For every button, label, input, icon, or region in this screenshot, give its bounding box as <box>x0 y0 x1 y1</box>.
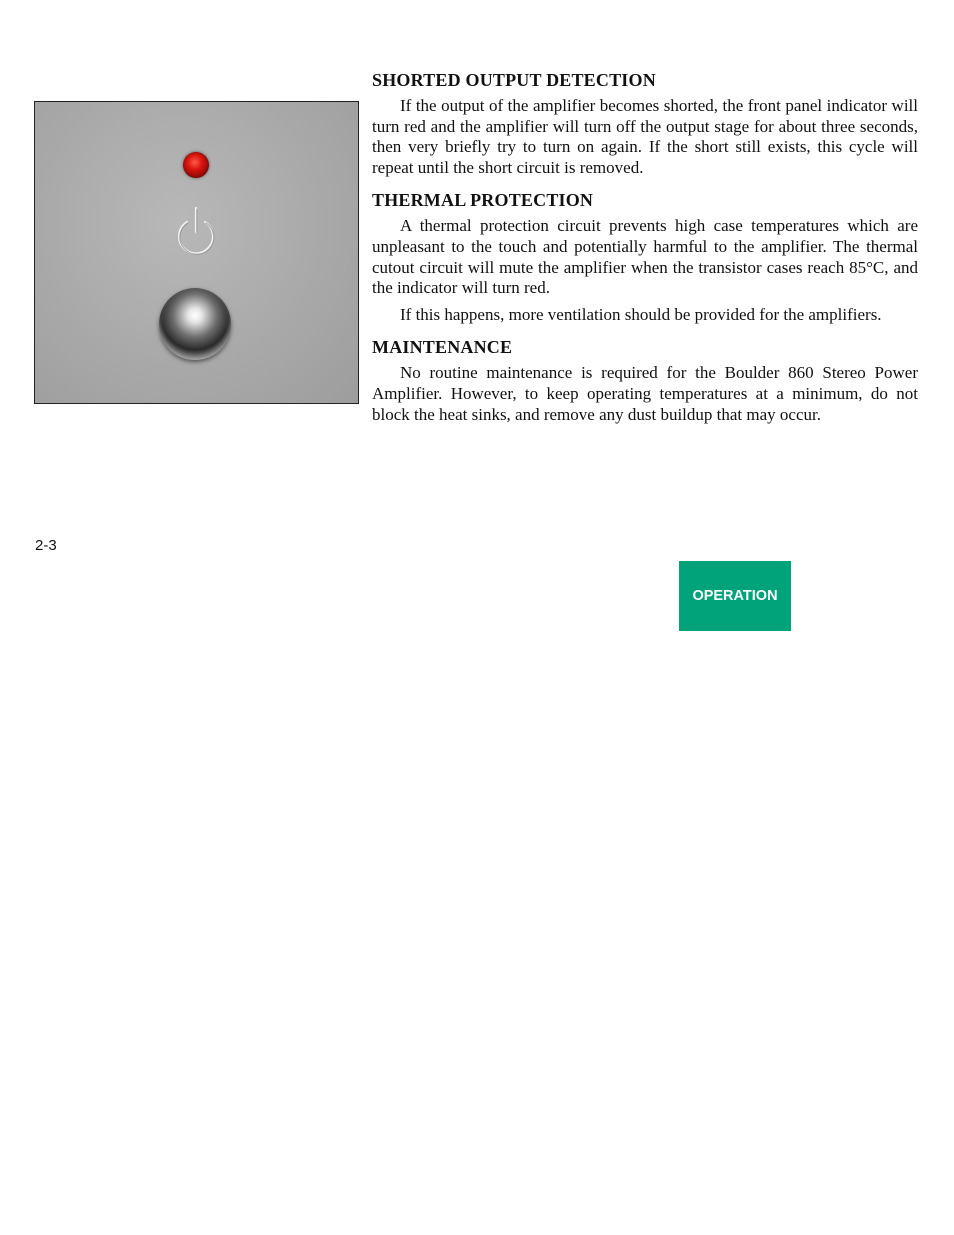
section-paragraph: If this happens, more ventilation should be provided for the amplifiers. <box>400 304 882 324</box>
section-paragraph: If the output of the amplifier becomes shorted, the front panel indicator will turn red and the amplifier will turn off the output stage for about three seconds, then very briefly try to turn on again. If the short still exists, this cycle will repeat until the short circuit is removed. <box>372 96 918 177</box>
section-maintenance <box>372 335 918 425</box>
power-button-knob <box>159 288 231 360</box>
section-paragraph: No routine maintenance is required for the Boulder 860 Stereo Power Amplifier. However, to keep operating temperatures at a minimum, do not block the heat sinks, and remove any dust buildup that may occur. <box>372 363 918 424</box>
section-thermal-protection <box>372 188 918 325</box>
indicator-led <box>183 152 209 178</box>
section-shorted-output <box>372 68 918 178</box>
power-symbol-icon <box>173 202 219 258</box>
section-tab-operation: OPERATION <box>679 561 791 631</box>
section-heading: THERMAL PROTECTION <box>372 190 594 211</box>
section-heading: MAINTENANCE <box>372 337 513 358</box>
section-paragraph: A thermal protection circuit prevents high case temperatures which are unpleasant to the touch and potentially harmful to the amplifier. The thermal cutout circuit will mute the amplifier when the transistor cases reach 85°C, and the indicator will turn red. <box>372 216 918 298</box>
front-panel-photo <box>34 101 359 404</box>
page-number: 2-3 <box>35 537 57 554</box>
section-heading: SHORTED OUTPUT DETECTION <box>372 70 656 90</box>
text-column <box>372 68 918 431</box>
